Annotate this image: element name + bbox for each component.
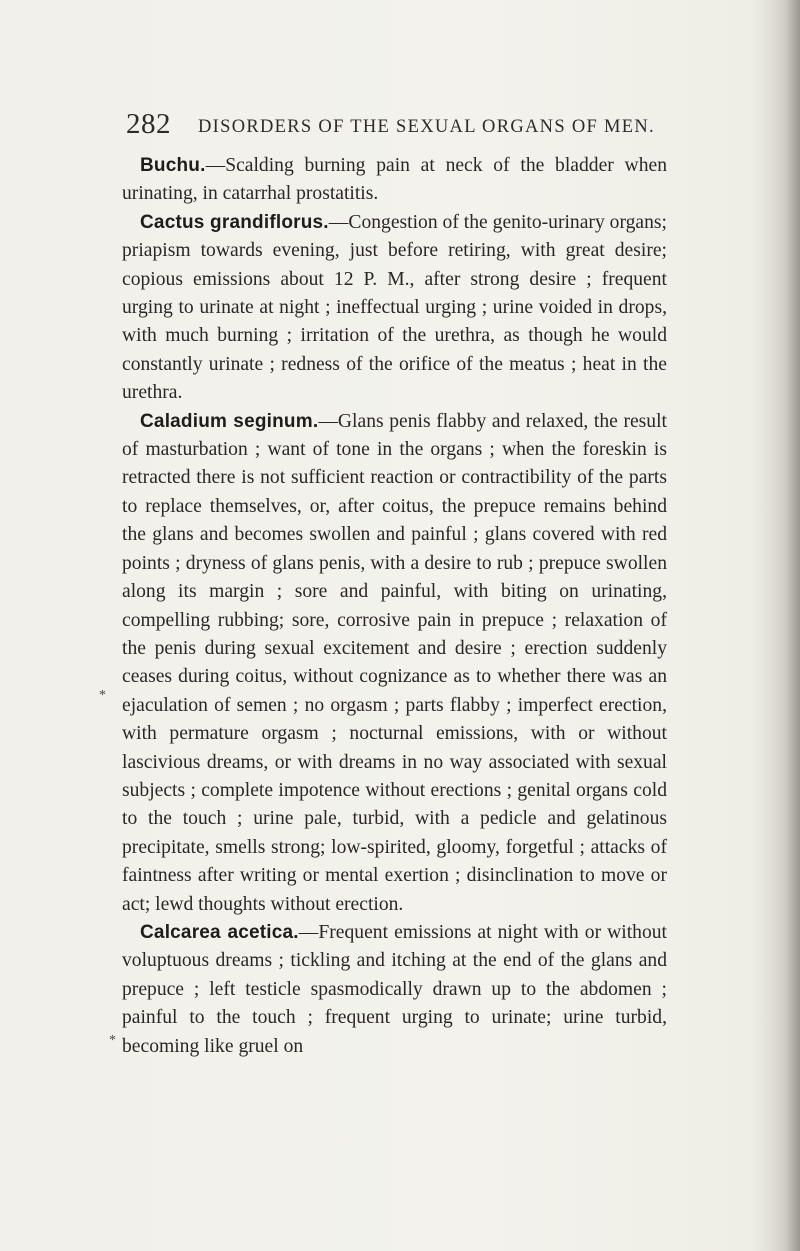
entry-buchu <box>122 152 667 209</box>
page-number: 282 <box>126 108 171 140</box>
remedy-name: Cactus grandiflorus. <box>140 211 329 233</box>
entry-caladium-seginum <box>122 408 667 919</box>
page-header <box>126 108 726 148</box>
remedy-name: Caladium seginum. <box>140 410 319 432</box>
entry-text: —Congestion of the genito-urinary organs; priapism towards evening, just before retiring, with great desire; copious emissions about 12 P. M., after strong desire ; frequent urging to urinate at night ; ineffectual urging ; urine voided in drops, with much burning ; irritation of the urethra, as though he would constantly urinate ; redness of the orifice of the meatus ; heat in the urethra. <box>122 211 667 404</box>
margin-mark: * <box>109 1033 116 1048</box>
remedy-name: Calcarea acetica. <box>140 921 299 943</box>
running-head: DISORDERS OF THE SEXUAL ORGANS OF MEN. <box>198 117 655 137</box>
remedy-name: Buchu. <box>140 155 206 176</box>
entry-text: —Frequent emissions at night with or without voluptuous dreams ; tickling and itching at the end of the glans and prepuce ; left testicle spasmodically drawn up to the abdomen ; painful to the touch ; frequent urging to urinate; urine turbid, becoming like gruel on <box>122 921 667 1057</box>
page-body <box>122 152 667 1061</box>
entry-text: —Glans penis flabby and relaxed, the result of masturbation ; want of tone in the organs ; when the foreskin is retracted there is not sufficient reaction or contractibility of the parts to replace themselves, or, after coitus, the prepuce remains behind the glans and becomes swollen and painful ; glans covered with red points ; dryness of glans penis, with a desire to rub ; prepuce swollen along its margin ; sore and painful, with biting on urinating, compelling rubbing; sore, corrosive pain in prepuce ; relaxation of the penis during sexual excitement and desire ; erection suddenly ceases during coitus, without cognizance as to whether there was an ejaculation of semen ; no orgasm ; parts flabby ; imperfect erection, with permature orgasm ; nocturnal emissions, with or without lascivious dreams, or with dreams in no way associated with sexual subjects ; complete impotence without erections ; genital organs cold to the touch ; urine pale, turbid, with a pedicle and gelatinous precipitate, smells strong; low-spirited, gloomy, forgetful ; attacks of faintness after writing or mental exertion ; disinclination to move or act; lewd thoughts without erection. <box>122 410 667 915</box>
page-edge-shadow <box>786 0 800 1251</box>
entry-cactus-grandiflorus <box>122 209 667 408</box>
entry-calcarea-acetica <box>122 919 667 1061</box>
entry-text: —Scalding burning pain at neck of the bladder when urinating, in catarrhal prostatitis. <box>122 155 667 205</box>
margin-mark: * <box>99 688 106 703</box>
